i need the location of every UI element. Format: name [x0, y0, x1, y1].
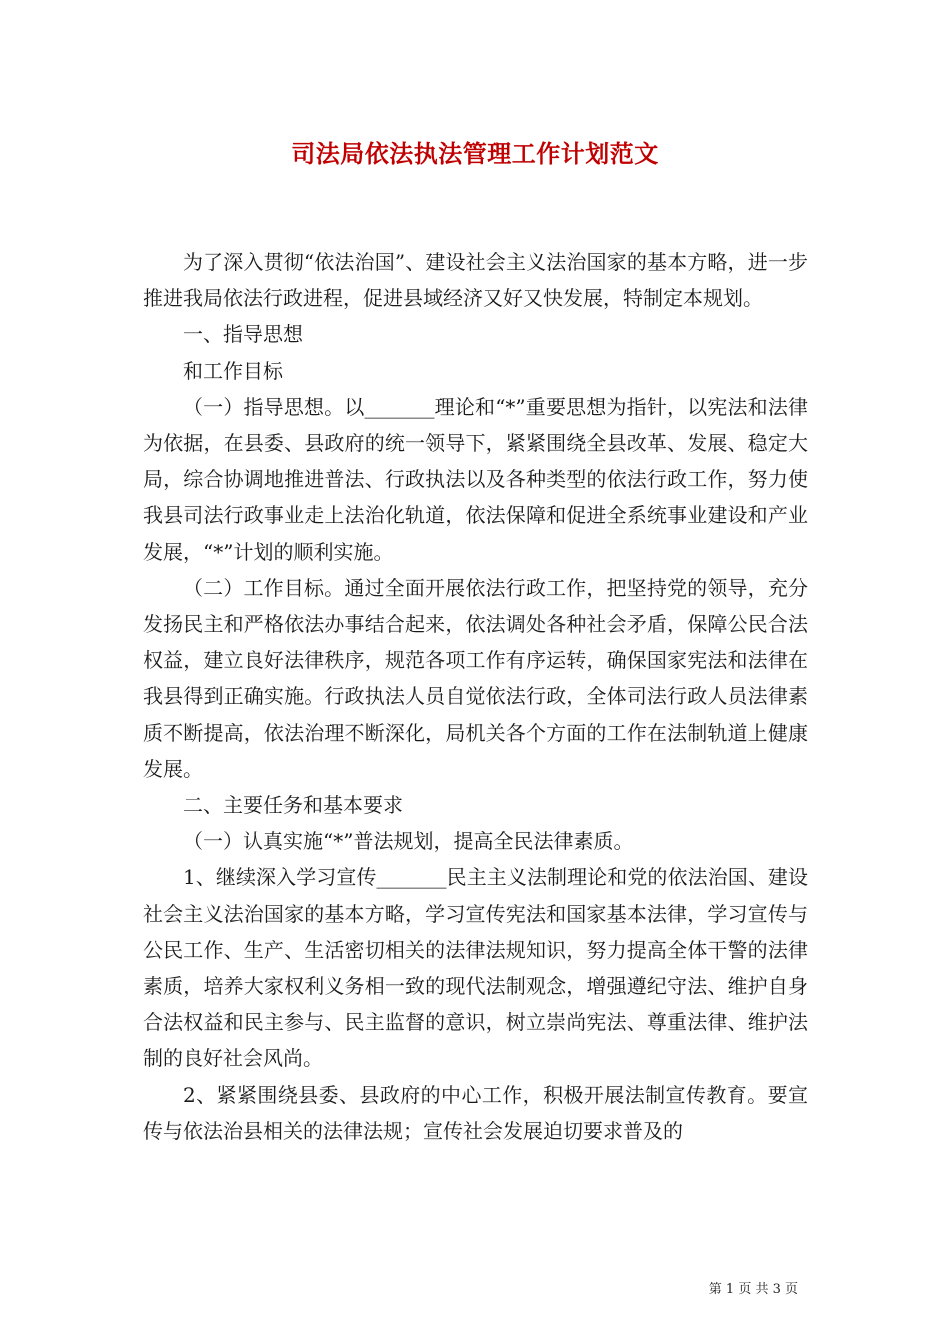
heading-main-tasks: 二、主要任务和基本要求: [183, 793, 403, 818]
paragraph-intro: 为了深入贯彻“依法治国”、建设社会主义法治国家的基本方略，进一步推进我局依法行政进程，促进县域经济又好又快发展，特制定本规划。: [143, 250, 808, 311]
paragraph-item-1: 1、继续深入学习宣传_______民主主义法制理论和党的依法治国、建设社会主义法治国家的基本方略，学习宣传宪法和国家基本法律，学习宣传与公民工作、生产、生活密切相关的法律法规知识，努力提高全体干警的法律素质，培养大家权利义务相一致的现代法制观念，增强遵纪守法、维护自身合法权益和民主参与、民主监督的意识，树立崇尚宪法、尊重法律、维护法制的良好社会风尚。: [143, 865, 808, 1071]
paragraph-guiding-thought: （一）指导思想。以_______理论和“*”重要思想为指针，以宪法和法律为依据，在县委、县政府的统一领导下，紧紧围绕全县改革、发展、稳定大局，综合协调地推进普法、行政执法以及各种类型的依法行政工作，努力使我县司法行政事业走上法治化轨道，依法保障和促进全系统事业建设和产业发展，“*”计划的顺利实施。: [143, 394, 808, 564]
document-body: [143, 244, 808, 1149]
subheading-legal-education: （一）认真实施“*”普法规划，提高全民法律素质。: [183, 829, 634, 854]
paragraph-item-2: 2、紧紧围绕县委、县政府的中心工作，积极开展法制宣传教育。要宣传与依法治县相关的法律法规；宣传社会发展迫切要求普及的: [143, 1082, 808, 1143]
paragraph-work-goals: （二）工作目标。通过全面开展依法行政工作，把坚持党的领导，充分发扬民主和严格依法办事结合起来，依法调处各种社会矛盾，保障公民合法权益，建立良好法律秩序，规范各项工作有序运转，确保国家宪法和法律在我县得到正确实施。行政执法人员自觉依法行政，全体司法行政人员法律素质不断提高，依法治理不断深化，局机关各个方面的工作在法制轨道上健康发展。: [143, 575, 808, 781]
document-title: 司法局依法执法管理工作计划范文: [291, 139, 659, 168]
page-number: 第 1 页 共 3 页: [708, 1282, 798, 1297]
heading-guiding-thought: 一、指导思想: [183, 322, 303, 347]
heading-work-goals: 和工作目标: [183, 358, 283, 383]
